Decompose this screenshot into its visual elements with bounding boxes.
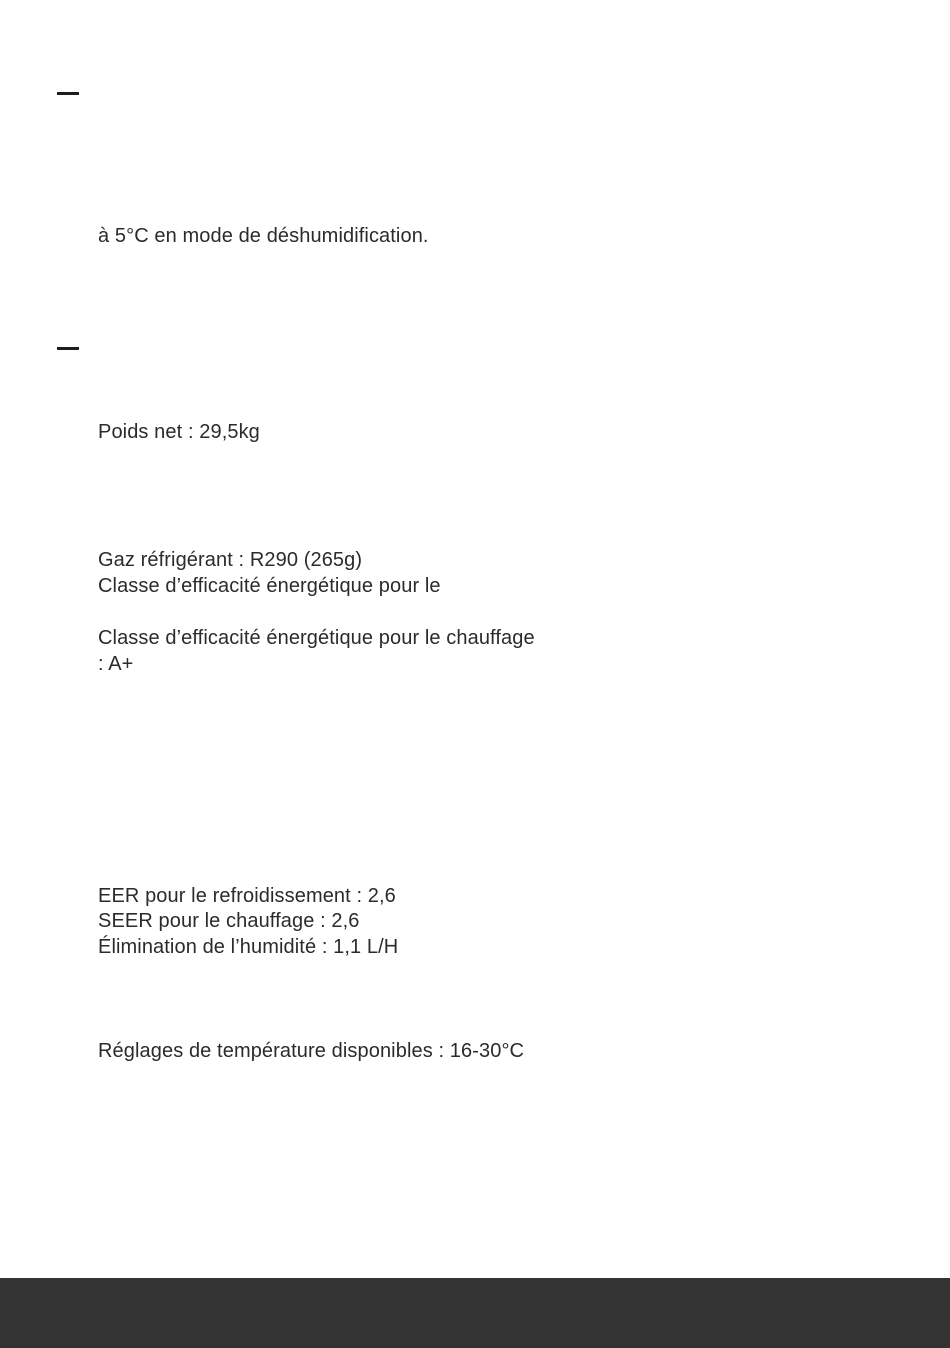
footer-bar — [0, 1278, 950, 1348]
heating-energy-class-line2: : A+ — [98, 653, 134, 675]
section-dash-1 — [57, 92, 79, 95]
dehumidification-note: à 5°C en mode de déshumidification. — [98, 225, 429, 247]
net-weight: Poids net : 29,5kg — [98, 421, 260, 443]
humidity-removal: Élimination de l’humidité : 1,1 L/H — [98, 936, 399, 958]
heating-energy-class-line1: Classe d’efficacité énergétique pour le chauffage — [98, 627, 535, 649]
eer-cooling: EER pour le refroidissement : 2,6 — [98, 885, 396, 907]
section-dash-2 — [57, 347, 79, 350]
cooling-energy-class: Classe d’efficacité énergétique pour le — [98, 575, 441, 597]
seer-heating: SEER pour le chauffage : 2,6 — [98, 910, 360, 932]
temperature-settings: Réglages de température disponibles : 16-30°C — [98, 1040, 525, 1062]
refrigerant-gas: Gaz réfrigérant : R290 (265g) — [98, 549, 363, 571]
